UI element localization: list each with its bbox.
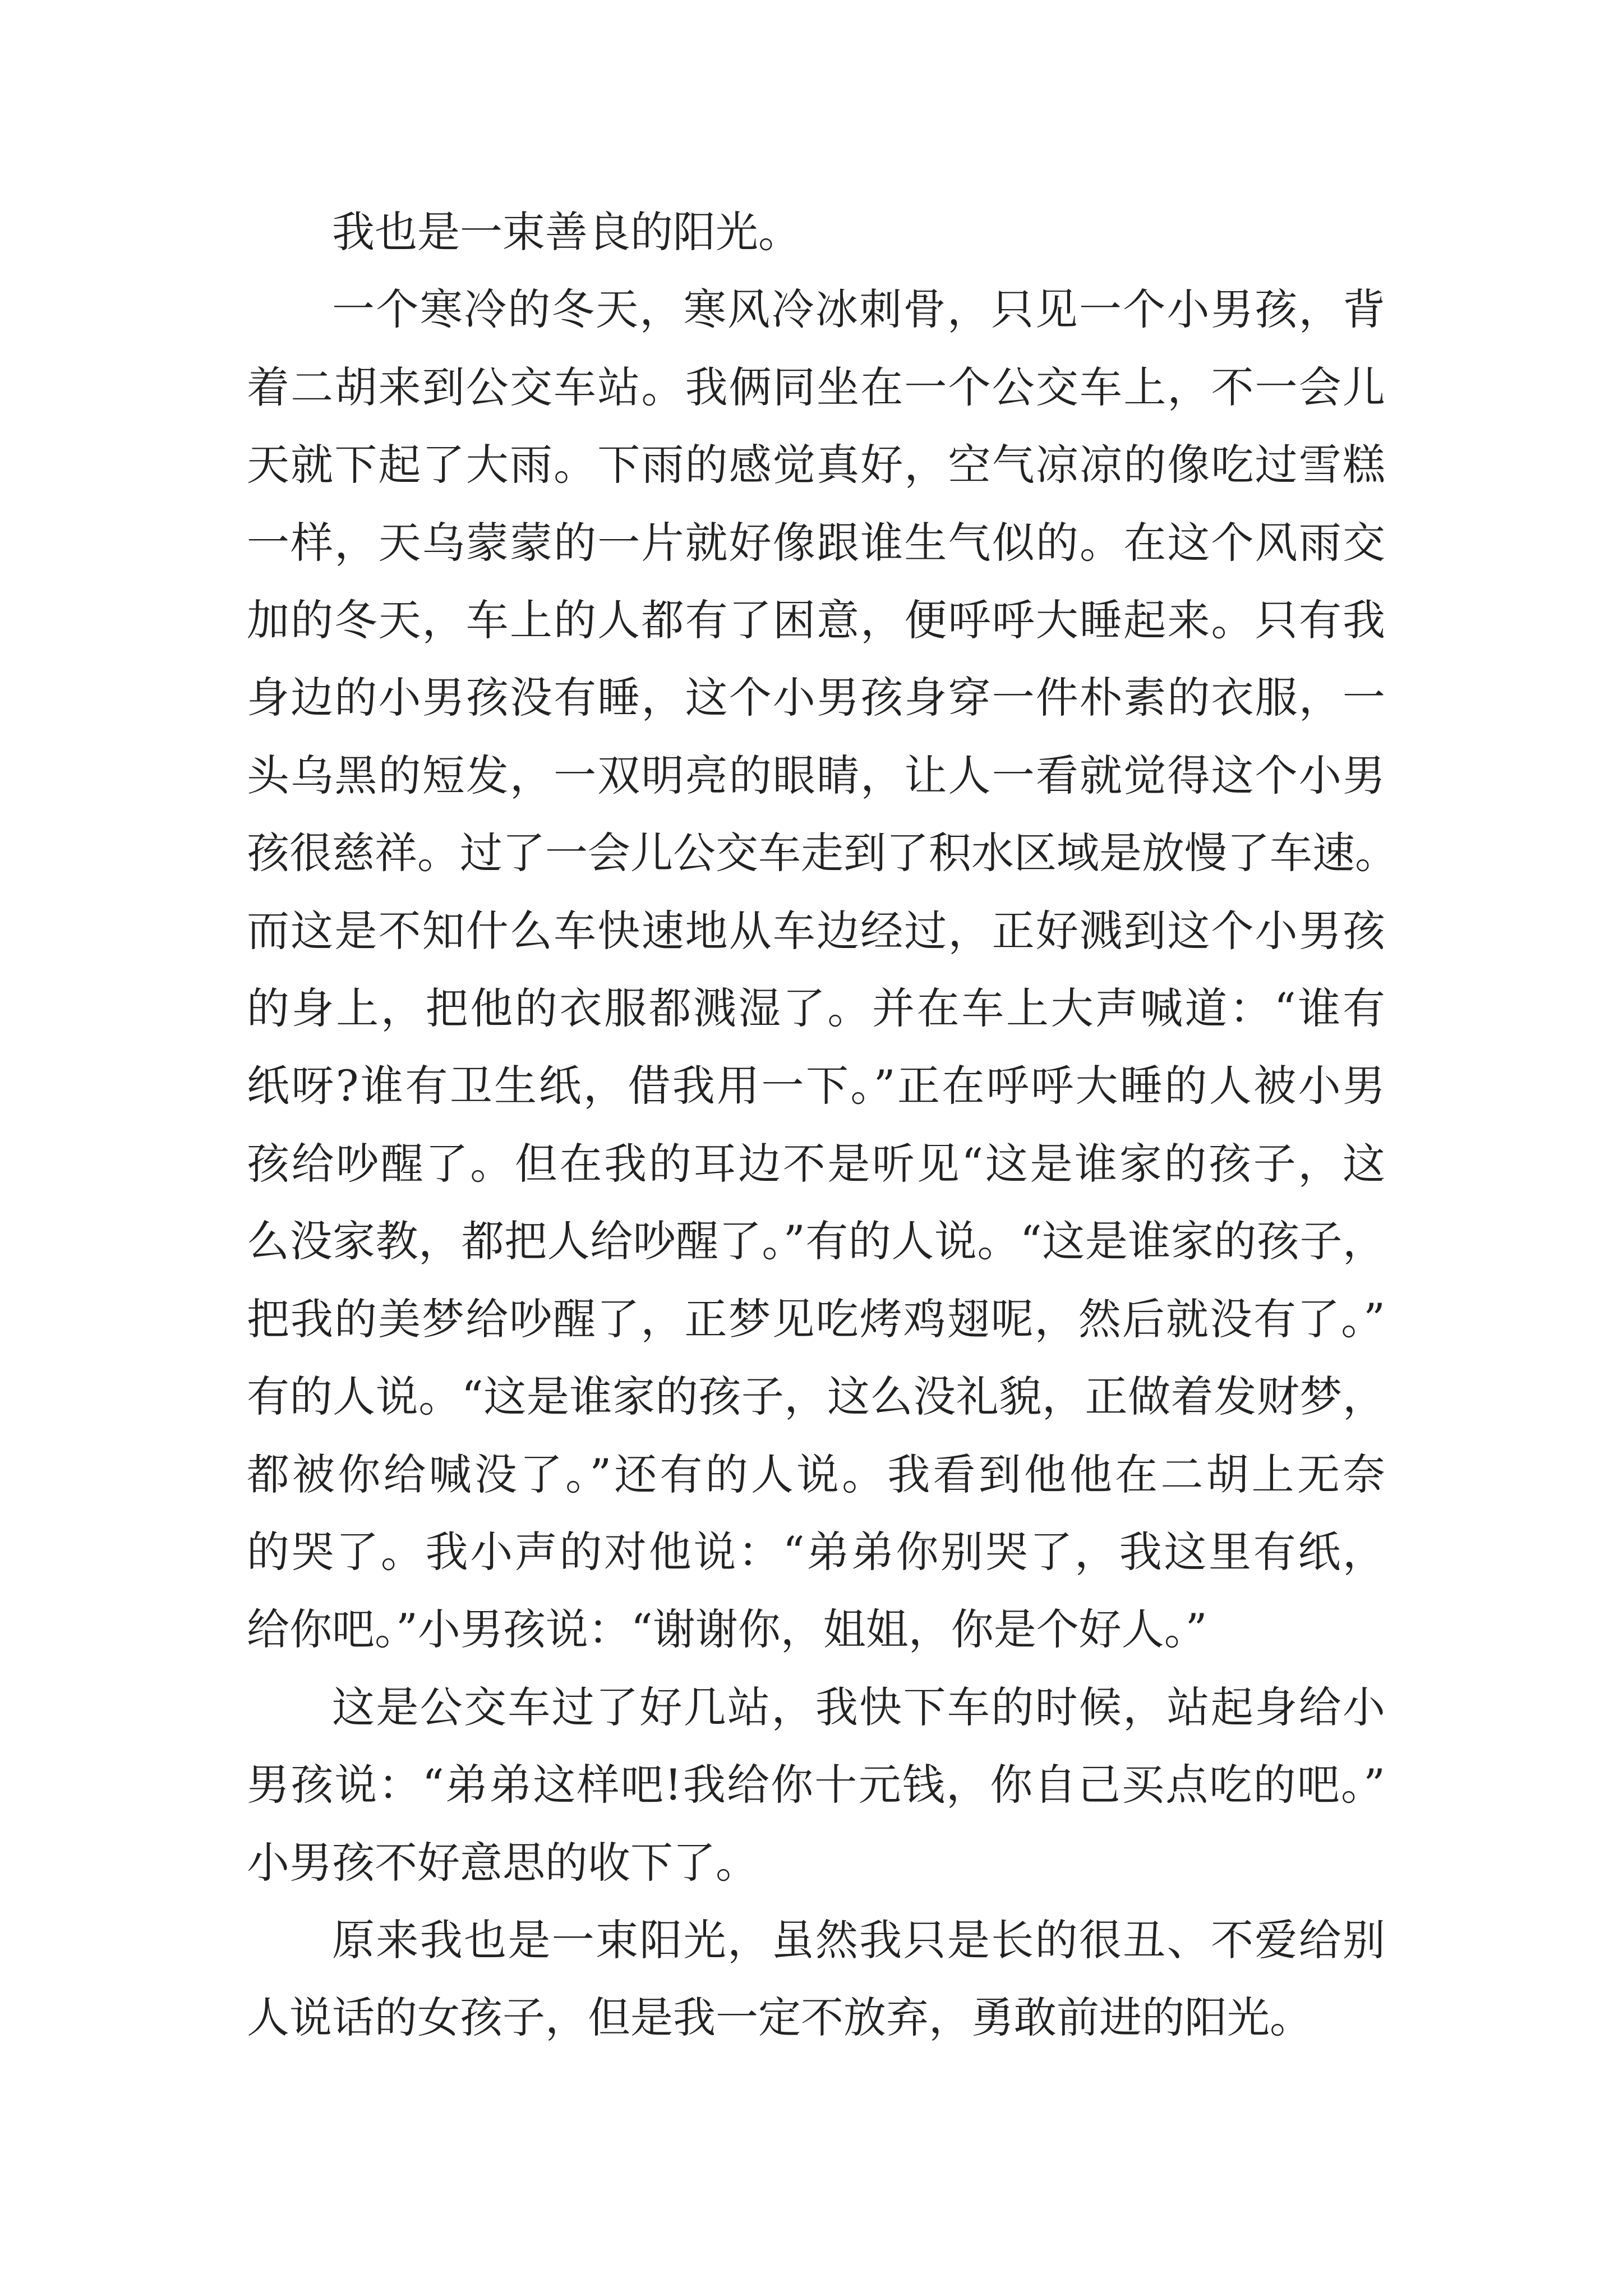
essay-body xyxy=(247,194,1398,2057)
text-line: 加的冬天，车上的人都有了困意，便呼呼大睡起来。只有我 xyxy=(247,595,1385,646)
text-line: 把我的美梦给吵醒了，正梦见吃烤鸡翅呢，然后就没有了。” xyxy=(247,1294,1385,1344)
text-line: 孩很慈祥。过了一会儿公交车走到了积水区域是放慢了车速。 xyxy=(247,828,1398,878)
paragraph-3 xyxy=(247,1669,1385,1902)
text-line: 我也是一束善良的阳光。 xyxy=(332,207,801,257)
text-line: 身边的小男孩没有睡，这个小男孩身穿一件朴素的衣服，一 xyxy=(247,673,1385,723)
text-line: 给你吧。”小男孩说：“谢谢你，姐姐，你是个好人。” xyxy=(247,1604,1207,1655)
text-line: 的哭了。我小声的对他说：“弟弟你别哭了，我这里有纸， xyxy=(247,1526,1385,1577)
text-line: 人说话的女孩子，但是我一定不放弃，勇敢前进的阳光。 xyxy=(247,1993,1312,2043)
text-line: 着二胡来到公交车站。我俩同坐在一个公交车上，不一会儿 xyxy=(247,362,1385,412)
text-line: 有的人说。“这是谁家的孩子，这么没礼貌，正做着发财梦， xyxy=(247,1372,1385,1422)
text-line: 的身上，把他的衣服都溅湿了。并在车上大声喊道：“谁有 xyxy=(247,983,1385,1034)
paragraph-4 xyxy=(247,1902,1385,2057)
text-line: 男孩说：“弟弟这样吧!我给你十元钱，你自己买点吃的吧。” xyxy=(247,1760,1385,1810)
text-line: 头乌黑的短发，一双明亮的眼睛，让人一看就觉得这个小男 xyxy=(247,750,1385,800)
text-line: 都被你给喊没了。”还有的人说。我看到他他在二胡上无奈 xyxy=(247,1449,1385,1499)
text-line: 而这是不知什么车快速地从车边经过，正好溅到这个小男孩 xyxy=(247,905,1385,956)
paragraph-2 xyxy=(247,271,1398,1668)
text-line: 这是公交车过了好几站，我快下车的时候，站起身给小 xyxy=(332,1682,1385,1732)
text-line: 原来我也是一束阳光，虽然我只是长的很丑、不爱给别 xyxy=(332,1915,1385,1965)
text-line: 小男孩不好意思的收下了。 xyxy=(247,1837,758,1888)
text-line: 一个寒冷的冬天，寒风冷冰刺骨，只见一个小男孩，背 xyxy=(332,284,1385,335)
text-line: 孩给吵醒了。但在我的耳边不是听见“这是谁家的孩子，这 xyxy=(247,1138,1385,1189)
text-line: 么没家教，都把人给吵醒了。”有的人说。“这是谁家的孩子， xyxy=(247,1216,1385,1267)
text-line: 纸呀?谁有卫生纸，借我用一下。”正在呼呼大睡的人被小男 xyxy=(247,1061,1385,1111)
text-line: 一样，天乌蒙蒙的一片就好像跟谁生气似的。在这个风雨交 xyxy=(247,517,1385,568)
paragraph-1 xyxy=(247,194,1385,271)
text-line: 天就下起了大雨。下雨的感觉真好，空气凉凉的像吃过雪糕 xyxy=(247,440,1385,490)
